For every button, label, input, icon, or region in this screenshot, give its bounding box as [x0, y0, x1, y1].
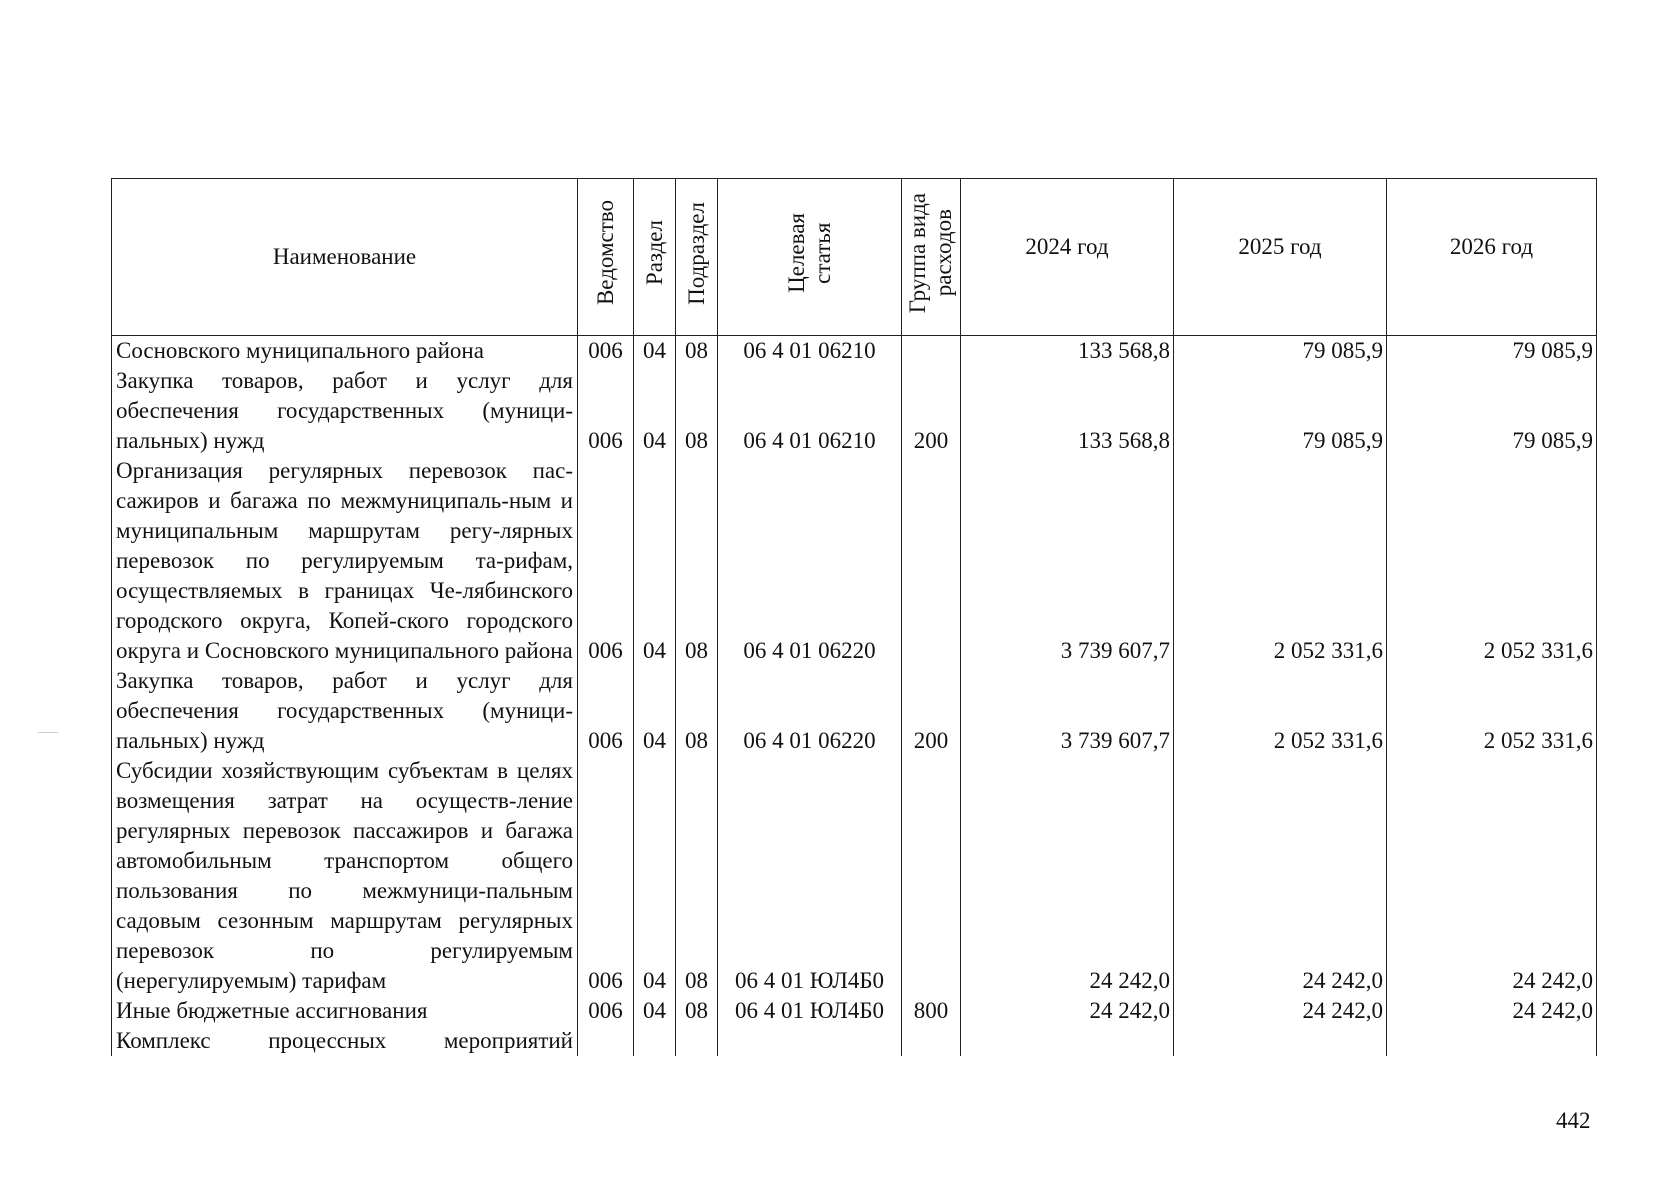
header-gruppa: Группа вида расходов: [902, 179, 961, 336]
page-number: 442: [1556, 1108, 1591, 1133]
row-2025: 79 085,9: [1174, 336, 1387, 367]
row-razdel: 04: [634, 336, 676, 367]
row-razdel: 04: [634, 996, 676, 1026]
row-gruppa: [902, 756, 961, 996]
row-name: Комплекс процессных мероприятий: [112, 1026, 578, 1056]
table-row: [112, 666, 1597, 756]
budget-table: [111, 178, 1597, 1056]
row-2026: 2 052 331,6: [1387, 666, 1597, 756]
row-podrazdel: 08: [676, 666, 718, 756]
row-razdel: 04: [634, 366, 676, 456]
row-name: Субсидии хозяйствующим субъектам в целях возмещения затрат на осуществ-ление регулярных перевозок пассажиров и багажа автомобильным транспортом общего пользования по межмуници-пальным садовым сезонным маршрутам регулярных перевозок по регулируемым (нерегулируемым) тарифам: [112, 756, 578, 996]
row-celevaya: 06 4 01 06210: [718, 366, 902, 456]
row-2025: [1174, 1026, 1387, 1056]
row-2024: [961, 1026, 1174, 1056]
row-razdel: [634, 1026, 676, 1056]
row-2025: 24 242,0: [1174, 996, 1387, 1026]
row-vedomstvo: 006: [578, 666, 634, 756]
row-2026: [1387, 1026, 1597, 1056]
row-2026: 24 242,0: [1387, 996, 1597, 1026]
row-podrazdel: 08: [676, 456, 718, 666]
table-row: [112, 366, 1597, 456]
row-2026: 2 052 331,6: [1387, 456, 1597, 666]
header-podrazdel: Подраздел: [676, 179, 718, 336]
row-name: Организация регулярных перевозок пас-сажиров и багажа по межмуниципаль-ным и муниципальным маршрутам регу-лярных перевозок по регулируемым та-рифам, осуществляемых в границах Че-лябинского городского округа, Копей-ского городского округа и Сосновского муниципального района: [112, 456, 578, 666]
row-2024: 24 242,0: [961, 756, 1174, 996]
row-razdel: 04: [634, 666, 676, 756]
row-2025: 24 242,0: [1174, 756, 1387, 996]
header-razdel: Раздел: [634, 179, 676, 336]
row-gruppa: [902, 456, 961, 666]
row-2024: 133 568,8: [961, 336, 1174, 367]
row-celevaya: 06 4 01 06220: [718, 456, 902, 666]
row-podrazdel: 08: [676, 996, 718, 1026]
table-row: [112, 1026, 1597, 1056]
row-razdel: 04: [634, 456, 676, 666]
row-2026: 79 085,9: [1387, 336, 1597, 367]
row-celevaya: 06 4 01 ЮЛ4Б0: [718, 996, 902, 1026]
table-row: [112, 756, 1597, 996]
row-2025: 2 052 331,6: [1174, 666, 1387, 756]
header-2025: 2025 год: [1174, 179, 1387, 336]
row-vedomstvo: 006: [578, 336, 634, 367]
row-gruppa: [902, 1026, 961, 1056]
header-vedomstvo: Ведомство: [578, 179, 634, 336]
row-name: Закупка товаров, работ и услуг для обеспечения государственных (муници-пальных) нужд: [112, 366, 578, 456]
row-gruppa: [902, 336, 961, 367]
margin-mark: [38, 732, 58, 733]
row-podrazdel: 08: [676, 336, 718, 367]
row-2024: 24 242,0: [961, 996, 1174, 1026]
row-2024: 3 739 607,7: [961, 456, 1174, 666]
row-gruppa: 200: [902, 366, 961, 456]
row-2026: 79 085,9: [1387, 366, 1597, 456]
header-name: Наименование: [112, 179, 578, 336]
header-2026: 2026 год: [1387, 179, 1597, 336]
header-celevaya: Целевая статья: [718, 179, 902, 336]
row-podrazdel: [676, 1026, 718, 1056]
row-gruppa: 200: [902, 666, 961, 756]
row-2024: 133 568,8: [961, 366, 1174, 456]
row-2025: 2 052 331,6: [1174, 456, 1387, 666]
row-celevaya: 06 4 01 06210: [718, 336, 902, 367]
table-row: [112, 336, 1597, 367]
row-vedomstvo: 006: [578, 366, 634, 456]
row-podrazdel: 08: [676, 366, 718, 456]
table-header-row: [112, 179, 1597, 336]
row-vedomstvo: 006: [578, 456, 634, 666]
row-vedomstvo: [578, 1026, 634, 1056]
row-celevaya: 06 4 01 06220: [718, 666, 902, 756]
row-vedomstvo: 006: [578, 756, 634, 996]
row-2025: 79 085,9: [1174, 366, 1387, 456]
row-name: Закупка товаров, работ и услуг для обеспечения государственных (муници-пальных) нужд: [112, 666, 578, 756]
row-celevaya: 06 4 01 ЮЛ4Б0: [718, 756, 902, 996]
row-celevaya: [718, 1026, 902, 1056]
row-name: Сосновского муниципального района: [112, 336, 578, 367]
table-row: [112, 996, 1597, 1026]
row-name: Иные бюджетные ассигнования: [112, 996, 578, 1026]
row-razdel: 04: [634, 756, 676, 996]
row-2024: 3 739 607,7: [961, 666, 1174, 756]
row-gruppa: 800: [902, 996, 961, 1026]
row-2026: 24 242,0: [1387, 756, 1597, 996]
header-2024: 2024 год: [961, 179, 1174, 336]
table-row: [112, 456, 1597, 666]
row-vedomstvo: 006: [578, 996, 634, 1026]
row-podrazdel: 08: [676, 756, 718, 996]
